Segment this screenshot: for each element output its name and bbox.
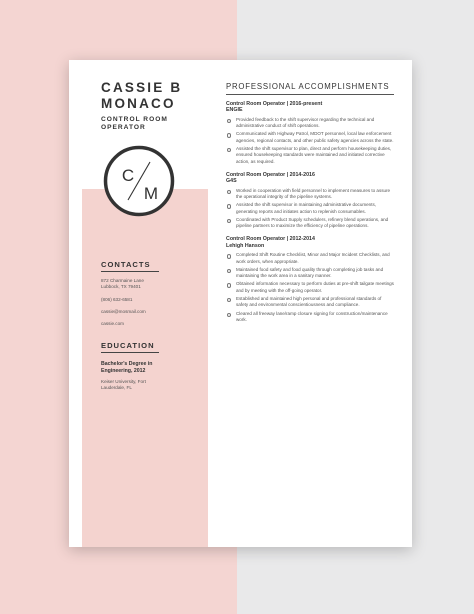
school-line-2: Lauderdale, FL [101,385,132,390]
bullet-text: Provided feedback to the shift supervisor regarding the technical and administrative conduct of shift operations. [236,116,375,129]
job-bullets [226,252,394,323]
role-line-2: OPERATOR [101,124,146,131]
accomplishments-divider [226,94,394,95]
phone: (806) 632-6581 [101,297,133,302]
job-entry [226,172,394,230]
bullet-text: Established and maintained high personal and professional standards of safety and environmental conscientiousness and compliance. [236,296,382,308]
bullet-item [226,252,394,265]
monogram-left: C [121,166,135,185]
contacts-heading: CONTACTS [101,260,151,269]
bullet-circle-icon [227,254,231,258]
bullet-circle-icon [227,133,231,137]
address-line-1: 872 Charmaine Lane [101,278,144,283]
bullet-item [226,117,394,130]
bullet-item [226,188,394,201]
bullet-circle-icon [227,148,231,152]
bullet-circle-icon [227,190,231,194]
degree-line-1: Bachelor's Degree in [101,361,153,367]
bullet-item [226,296,394,309]
job-company: Lehigh Hanson [226,242,265,249]
bullet-text: Maintained food safety and food quality through completing job tasks and maintaining the work area in a sanitary manner. [236,266,384,279]
accomplishments-heading: PROFESSIONAL ACCOMPLISHMENTS [226,82,390,91]
website[interactable]: cassie.com [101,321,124,326]
bullet-item [226,202,394,215]
bullet-text: Completed Shift Routine Checklist, Minor and Major Incident Checklists, and work orders, when appropriate. [236,252,390,264]
bullet-text: Coordinated with Product Supply schedulers, refinery blend operations, and pipeline partners to maximize the efficiency of pipeline operations. [236,216,389,229]
accomplishments-section [226,82,394,330]
bullet-circle-icon [227,313,231,317]
job-entry [226,101,394,165]
bullet-text: Communicated with Highway Patrol, MDOT personnel, local law enforcement agencies, regional contacts, and other public safety agencies across the state. [236,131,394,143]
email[interactable]: cassie@mosmail.com [101,309,146,314]
candidate-name [101,80,182,112]
school [101,379,146,391]
address-line-2: Lubbock, TX 79401 [101,284,141,289]
job-bullets [226,188,394,230]
job-title: Control Room Operator | 2014-2016 [226,171,315,178]
monogram-right: M [143,184,159,203]
resume-page [69,60,412,547]
bullet-item [226,281,394,294]
bullet-circle-icon [227,269,231,273]
job-company: ENGIE [226,107,243,114]
school-line-1: Keiser University, Fort [101,379,146,384]
bullet-text: Cleared all freeway lane/ramp closure signing for construction/maintenance work. [236,310,388,322]
education-heading: EDUCATION [101,341,155,350]
job-company: G4S [226,178,237,185]
bullet-text: Obtained information necessary to perform duties at pre-shift tailgate meetings and by meeting with the off-going operator. [236,281,394,293]
bullet-text: Assisted the shift supervisor to plan, direct and perform housekeeping duties, ensured housekeeping standards were maintained and initiated corrective action, as required. [236,146,392,164]
job-entry [226,236,394,323]
bullet-item [226,311,394,324]
bullet-text: Worked in cooperation with field personnel to implement measures to assure the operational integrity of the pipeline systems. [236,187,391,199]
bullet-circle-icon [227,219,231,223]
degree [101,361,152,374]
bullet-text: Assisted the shift supervisor in maintaining administrative documents, generating reports and initiates action to replenish consumables. [236,202,377,214]
education-divider [101,352,159,353]
last-name: MONACO [101,96,176,111]
job-title: Control Room Operator | 2016-present [226,101,323,107]
job-title: Control Room Operator | 2012-2014 [226,236,315,243]
job-bullets [226,117,394,165]
bullet-circle-icon [227,204,231,208]
bullet-item [226,131,394,144]
degree-line-2: Engineering, 2012 [101,367,146,374]
bullet-circle-icon [227,283,231,287]
address [101,278,144,290]
job-role [101,116,168,132]
bullet-circle-icon [227,119,231,123]
first-name: CASSIE B [101,80,183,95]
bullet-circle-icon [227,298,231,302]
bullet-item [226,146,394,165]
role-line-1: CONTROL ROOM [101,116,168,123]
bullet-item [226,217,394,230]
contacts-divider [101,271,159,272]
bullet-item [226,267,394,280]
monogram-logo [103,145,175,217]
